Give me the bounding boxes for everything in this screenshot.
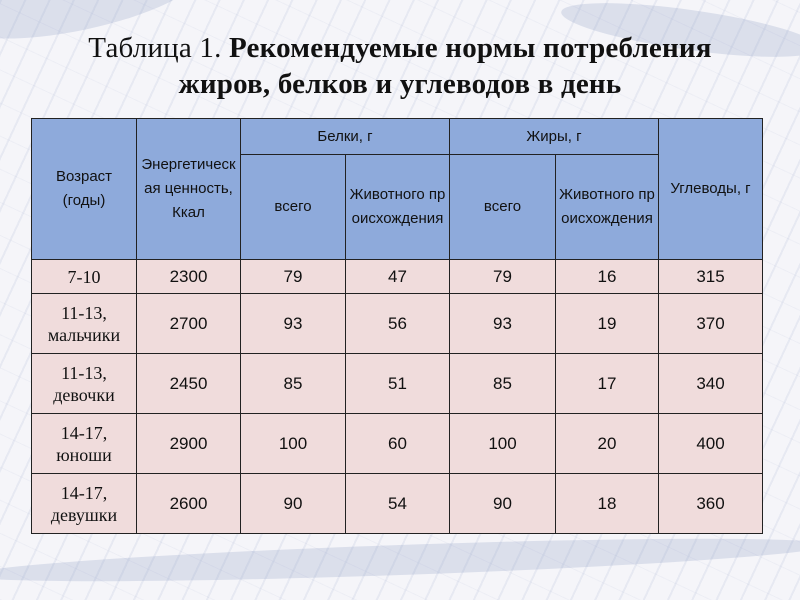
- header-proteins: Белки, г: [241, 119, 450, 155]
- header-fats: Жиры, г: [450, 119, 659, 155]
- header-protein-total: всего: [241, 155, 346, 260]
- cell-fat-animal: 17: [556, 354, 659, 414]
- table-row: [32, 260, 763, 294]
- cell-energy: 2600: [137, 474, 241, 534]
- cell-fat-animal: 20: [556, 414, 659, 474]
- cell-fat-animal: 19: [556, 294, 659, 354]
- cell-carbs: 400: [659, 414, 763, 474]
- cell-fat-total: 100: [450, 414, 556, 474]
- cell-carbs: 315: [659, 260, 763, 294]
- cell-energy: 2450: [137, 354, 241, 414]
- cell-protein-total: 100: [241, 414, 346, 474]
- cell-protein-total: 90: [241, 474, 346, 534]
- cell-carbs: 360: [659, 474, 763, 534]
- header-fat-total: всего: [450, 155, 556, 260]
- cell-protein-animal: 60: [346, 414, 450, 474]
- cell-fat-total: 79: [450, 260, 556, 294]
- table-row: [32, 354, 763, 414]
- slide-title: [40, 30, 760, 102]
- nutrition-table: [31, 118, 763, 534]
- cell-age: 11-13, девочки: [32, 354, 137, 414]
- nutrition-table-container: [31, 118, 763, 534]
- cell-carbs: 340: [659, 354, 763, 414]
- cell-age: 14-17, девушки: [32, 474, 137, 534]
- cell-age: 14-17, юноши: [32, 414, 137, 474]
- cell-carbs: 370: [659, 294, 763, 354]
- cell-energy: 2700: [137, 294, 241, 354]
- header-protein-animal: Животного происхождения: [346, 155, 450, 260]
- cell-fat-total: 93: [450, 294, 556, 354]
- header-fat-animal: Животного происхождения: [556, 155, 659, 260]
- header-age: Возраст (годы): [32, 119, 137, 260]
- title-main: Рекомендуемые нормы потребления жиров, белков и углеводов в день: [178, 32, 712, 100]
- cell-fat-total: 90: [450, 474, 556, 534]
- cell-protein-total: 93: [241, 294, 346, 354]
- cell-energy: 2300: [137, 260, 241, 294]
- table-row: [32, 414, 763, 474]
- cell-protein-total: 79: [241, 260, 346, 294]
- header-energy: Энергетическая ценность, Ккал: [137, 119, 241, 260]
- cell-age: 7-10: [32, 260, 137, 294]
- cell-protein-animal: 54: [346, 474, 450, 534]
- cell-fat-animal: 18: [556, 474, 659, 534]
- cell-protein-animal: 56: [346, 294, 450, 354]
- table-row: [32, 474, 763, 534]
- title-prefix: Таблица 1.: [88, 32, 222, 64]
- cell-fat-animal: 16: [556, 260, 659, 294]
- header-carbs: Углеводы, г: [659, 119, 763, 260]
- cell-age: 11-13, мальчики: [32, 294, 137, 354]
- cell-protein-total: 85: [241, 354, 346, 414]
- cell-fat-total: 85: [450, 354, 556, 414]
- cell-protein-animal: 47: [346, 260, 450, 294]
- cell-protein-animal: 51: [346, 354, 450, 414]
- cell-energy: 2900: [137, 414, 241, 474]
- table-row: [32, 294, 763, 354]
